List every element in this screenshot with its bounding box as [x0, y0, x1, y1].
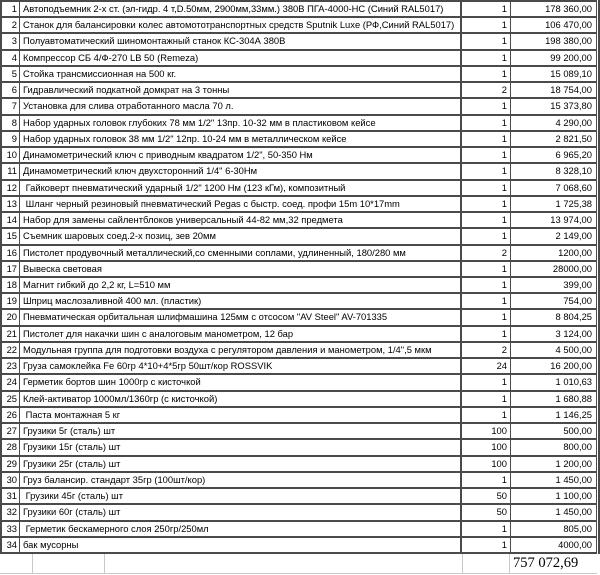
item-description[interactable]: Модульная группа для подготовки воздуха с регулятором давления и манометром, 1/4",5 мкм [20, 343, 462, 357]
item-quantity[interactable]: 100 [462, 424, 511, 438]
item-price[interactable]: 754,00 [563, 295, 592, 307]
item-description[interactable]: Гайковерт пневматический ударный 1/2" 1200 Нм (123 кГм), композитный [20, 181, 462, 195]
table-row [2, 18, 596, 34]
row-number[interactable]: 3 [2, 34, 20, 48]
item-quantity[interactable]: 1 [462, 99, 511, 113]
item-quantity[interactable]: 1 [462, 67, 511, 81]
item-description[interactable]: Груза самоклейка Fe 60гр 4*10+4*5гр 50шт/кор ROSSVIK [20, 359, 462, 373]
table-row [2, 457, 596, 473]
item-description[interactable]: Герметик бортов шин 1000гр с кисточкой [20, 375, 462, 389]
table-row [2, 310, 596, 326]
item-price[interactable]: 399,00 [563, 278, 592, 290]
item-quantity[interactable]: 1 [462, 164, 511, 178]
table-row [2, 489, 596, 505]
row-number[interactable]: 4 [2, 51, 20, 65]
item-quantity[interactable]: 1 [462, 2, 511, 16]
table-row [2, 34, 596, 50]
item-description[interactable]: Динамометрический ключ двухсторонний 1/4" 6-30Нм [20, 164, 462, 178]
item-quantity[interactable]: 1 [462, 197, 511, 211]
row-number[interactable]: 12 [2, 181, 20, 195]
row-number[interactable]: 17 [2, 262, 20, 276]
item-price[interactable]: 1 200,00 [555, 457, 592, 469]
table-row [2, 2, 596, 18]
item-quantity[interactable]: 1 [462, 310, 511, 324]
item-quantity[interactable]: 1 [462, 294, 511, 308]
item-description[interactable]: Набор ударных головок глубоких 78 мм 1/2" 13пр. 10-32 мм в пластиковом кейсе [20, 116, 462, 130]
row-number[interactable]: 26 [2, 408, 20, 422]
row-number[interactable]: 6 [2, 83, 20, 97]
item-description[interactable]: Клей-активатор 1000мл/1360гр (с кисточкой) [20, 392, 462, 406]
empty-cell[interactable] [33, 554, 105, 573]
row-number[interactable]: 21 [2, 327, 20, 341]
table-row [2, 327, 596, 343]
item-price[interactable]: 7 068,60 [555, 181, 592, 193]
table-row [2, 359, 596, 375]
item-description[interactable]: Пистолет для накачки шин с аналоговым манометром, 12 бар [20, 327, 462, 341]
item-description[interactable]: Набор ударных головок 38 мм 1/2" 12пр. 10-24 мм в металлическом кейсе [20, 132, 462, 146]
total-value[interactable]: 757 072,69 [513, 555, 579, 571]
item-description[interactable]: Съемник шаровых соед.2-х позиц, зев 20мм [20, 229, 462, 243]
table-row [2, 132, 596, 148]
item-description[interactable]: Вывеска световая [20, 262, 462, 276]
item-price[interactable]: 1200,00 [558, 246, 592, 258]
table-row [2, 294, 596, 310]
item-description[interactable]: Герметик бескамерного слоя 250гр/250мл [20, 522, 462, 536]
table-row [2, 213, 596, 229]
item-price[interactable]: 198 380,00 [545, 35, 592, 47]
item-quantity[interactable]: 1 [462, 229, 511, 243]
item-price[interactable]: 1 010,63 [555, 376, 592, 388]
table-row [2, 164, 596, 180]
item-price[interactable]: 1 450,00 [555, 473, 592, 485]
item-price[interactable]: 15 373,80 [550, 100, 592, 112]
item-price[interactable]: 1 450,00 [555, 506, 592, 518]
item-price[interactable]: 805,00 [563, 522, 592, 534]
row-number[interactable]: 14 [2, 213, 20, 227]
item-description[interactable]: Грузики 45г (сталь) шт [20, 489, 462, 503]
item-price[interactable]: 1 146,25 [555, 408, 592, 420]
row-number[interactable]: 23 [2, 359, 20, 373]
item-quantity[interactable]: 1 [462, 116, 511, 130]
table-row [2, 67, 596, 83]
item-quantity[interactable]: 1 [462, 278, 511, 292]
table-row [2, 392, 596, 408]
item-quantity[interactable]: 1 [462, 34, 511, 48]
item-quantity[interactable]: 1 [462, 181, 511, 195]
item-quantity[interactable]: 1 [462, 262, 511, 276]
item-quantity[interactable]: 2 [462, 246, 511, 260]
row-number[interactable]: 16 [2, 246, 20, 260]
row-number[interactable]: 13 [2, 197, 20, 211]
table-row [2, 408, 596, 424]
item-description[interactable]: Грузики 15г (сталь) шт [20, 440, 462, 454]
item-quantity[interactable]: 1 [462, 327, 511, 341]
item-price[interactable]: 8 804,25 [555, 311, 592, 323]
item-description[interactable]: Динамометрический ключ с приводным квадратом 1/2", 50-350 Нм [20, 148, 462, 162]
item-quantity[interactable]: 1 [462, 51, 511, 65]
item-description[interactable]: Стойка трансмиссионная на 500 кг. [20, 67, 462, 81]
item-price[interactable]: 6 965,20 [555, 149, 592, 161]
row-number[interactable]: 2 [2, 18, 20, 32]
item-price[interactable]: 4000,00 [558, 538, 592, 550]
item-price[interactable]: 8 328,10 [555, 165, 592, 177]
table-row [2, 473, 596, 489]
table-row [2, 99, 596, 115]
item-quantity[interactable]: 1 [462, 408, 511, 422]
item-description[interactable]: Магнит гибкий до 2,2 кг, L=510 мм [20, 278, 462, 292]
table-row [2, 51, 596, 67]
table-row [2, 505, 596, 521]
table-row [2, 375, 596, 391]
row-number[interactable]: 24 [2, 375, 20, 389]
table-row [2, 246, 596, 262]
row-number[interactable]: 15 [2, 229, 20, 243]
item-description[interactable]: бак мусорны [20, 538, 462, 552]
item-price[interactable]: 1 100,00 [555, 490, 592, 502]
item-quantity[interactable]: 100 [462, 457, 511, 471]
row-number[interactable]: 32 [2, 505, 20, 519]
empty-cell[interactable] [0, 554, 33, 573]
row-number[interactable]: 11 [2, 164, 20, 178]
row-number[interactable]: 34 [2, 538, 20, 552]
item-quantity[interactable]: 1 [462, 538, 511, 552]
item-price[interactable]: 99 200,00 [550, 51, 592, 63]
item-quantity[interactable]: 1 [462, 132, 511, 146]
item-price[interactable]: 13 974,00 [550, 214, 592, 226]
row-number[interactable]: 1 [2, 2, 20, 16]
row-number[interactable]: 5 [2, 67, 20, 81]
item-quantity[interactable]: 1 [462, 375, 511, 389]
table-row [2, 116, 596, 132]
item-quantity[interactable]: 1 [462, 18, 511, 32]
table-row [2, 197, 596, 213]
item-description[interactable]: Гидравлический подкатной домкрат на 3 тонны [20, 83, 462, 97]
row-number[interactable]: 27 [2, 424, 20, 438]
item-price[interactable]: 4 290,00 [555, 116, 592, 128]
table-row [2, 522, 596, 538]
total-row [0, 554, 597, 574]
item-price[interactable]: 1 680,88 [555, 392, 592, 404]
item-description[interactable]: Пневматическая орбитальная шлифмашина 125мм с отсосом "AV Steel" AV-701335 [20, 310, 462, 324]
item-description[interactable]: Полуавтоматический шиномонтажный станок КС-304А 380В [20, 34, 462, 48]
row-number[interactable]: 8 [2, 116, 20, 130]
row-number[interactable]: 18 [2, 278, 20, 292]
table-row [2, 343, 596, 359]
empty-cell[interactable] [105, 554, 463, 573]
table-row [2, 424, 596, 440]
item-description[interactable]: Пистолет продувочный металлический,со сменными соплами, удлиненный, 180/280 мм [20, 246, 462, 260]
item-description[interactable]: Станок для балансировки колес автомототранспортных средств Sputnik Luxe (РФ,Синий RAL5017) [20, 18, 462, 32]
item-quantity[interactable]: 50 [462, 505, 511, 519]
row-number[interactable]: 25 [2, 392, 20, 406]
item-price[interactable]: 500,00 [563, 425, 592, 437]
item-price[interactable]: 16 200,00 [550, 360, 592, 372]
table-row [2, 278, 596, 294]
row-number[interactable]: 29 [2, 457, 20, 471]
row-number[interactable]: 22 [2, 343, 20, 357]
item-description[interactable]: Автоподъемник 2-х ст. (эл-гидр. 4 т,D.50мм, 2900мм,33мм.) 380В ПГА-4000-НС (Синий RAL5017) [20, 2, 462, 16]
table-row [2, 229, 596, 245]
item-description[interactable]: Установка для слива отработанного масла 70 л. [20, 99, 462, 113]
item-quantity[interactable]: 2 [462, 83, 511, 97]
item-price[interactable]: 178 360,00 [545, 3, 592, 14]
row-number[interactable]: 30 [2, 473, 20, 487]
item-description[interactable]: Шприц маслозаливной 400 мл. (пластик) [20, 294, 462, 308]
table-row [2, 538, 596, 554]
item-price[interactable]: 28000,00 [552, 262, 592, 274]
row-number[interactable]: 19 [2, 294, 20, 308]
item-quantity[interactable]: 50 [462, 489, 511, 503]
item-quantity[interactable]: 1 [462, 522, 511, 536]
table-row [2, 148, 596, 164]
item-price[interactable]: 2 149,00 [555, 230, 592, 242]
item-price[interactable]: 800,00 [563, 441, 592, 453]
row-number[interactable]: 20 [2, 310, 20, 324]
row-number[interactable]: 10 [2, 148, 20, 162]
item-price[interactable]: 1 725,38 [555, 197, 592, 209]
table-row [2, 83, 596, 99]
item-description[interactable]: Набор для замены сайлентблоков универсальный 44-82 мм,32 предмета [20, 213, 462, 227]
item-quantity[interactable]: 100 [462, 440, 511, 454]
item-description[interactable]: Грузики 5г (сталь) шт [20, 424, 462, 438]
row-number[interactable]: 31 [2, 489, 20, 503]
row-number[interactable]: 33 [2, 522, 20, 536]
item-quantity[interactable]: 1 [462, 148, 511, 162]
item-description[interactable]: Грузики 25г (сталь) шт [20, 457, 462, 471]
item-quantity[interactable]: 1 [462, 473, 511, 487]
item-price[interactable]: 106 470,00 [545, 19, 592, 31]
item-price[interactable]: 15 089,10 [550, 67, 592, 79]
item-quantity[interactable]: 1 [462, 213, 511, 227]
item-price[interactable]: 3 124,00 [555, 327, 592, 339]
item-description[interactable]: Паста монтажная 5 кг [20, 408, 462, 422]
table-row [2, 440, 596, 456]
row-number[interactable]: 7 [2, 99, 20, 113]
item-description[interactable]: Компрессор СБ 4/Ф-270 LB 50 (Remeza) [20, 51, 462, 65]
item-description[interactable]: Шланг черный резиновый пневматический Pegas с быстр. соед. профи 15m 10*17mm [20, 197, 462, 211]
item-price[interactable]: 2 821,50 [555, 132, 592, 144]
table-row [2, 262, 596, 278]
item-description[interactable]: Грузики 60г (сталь) шт [20, 505, 462, 519]
table-row [2, 181, 596, 197]
item-description[interactable]: Груз балансир. стандарт 35гр (100шт/кор) [20, 473, 462, 487]
row-number[interactable]: 9 [2, 132, 20, 146]
item-quantity[interactable]: 2 [462, 343, 511, 357]
item-price[interactable]: 18 754,00 [550, 84, 592, 96]
item-quantity[interactable]: 1 [462, 392, 511, 406]
item-price[interactable]: 4 500,00 [555, 343, 592, 355]
item-quantity[interactable]: 24 [462, 359, 511, 373]
empty-cell[interactable] [463, 554, 510, 573]
row-number[interactable]: 28 [2, 440, 20, 454]
